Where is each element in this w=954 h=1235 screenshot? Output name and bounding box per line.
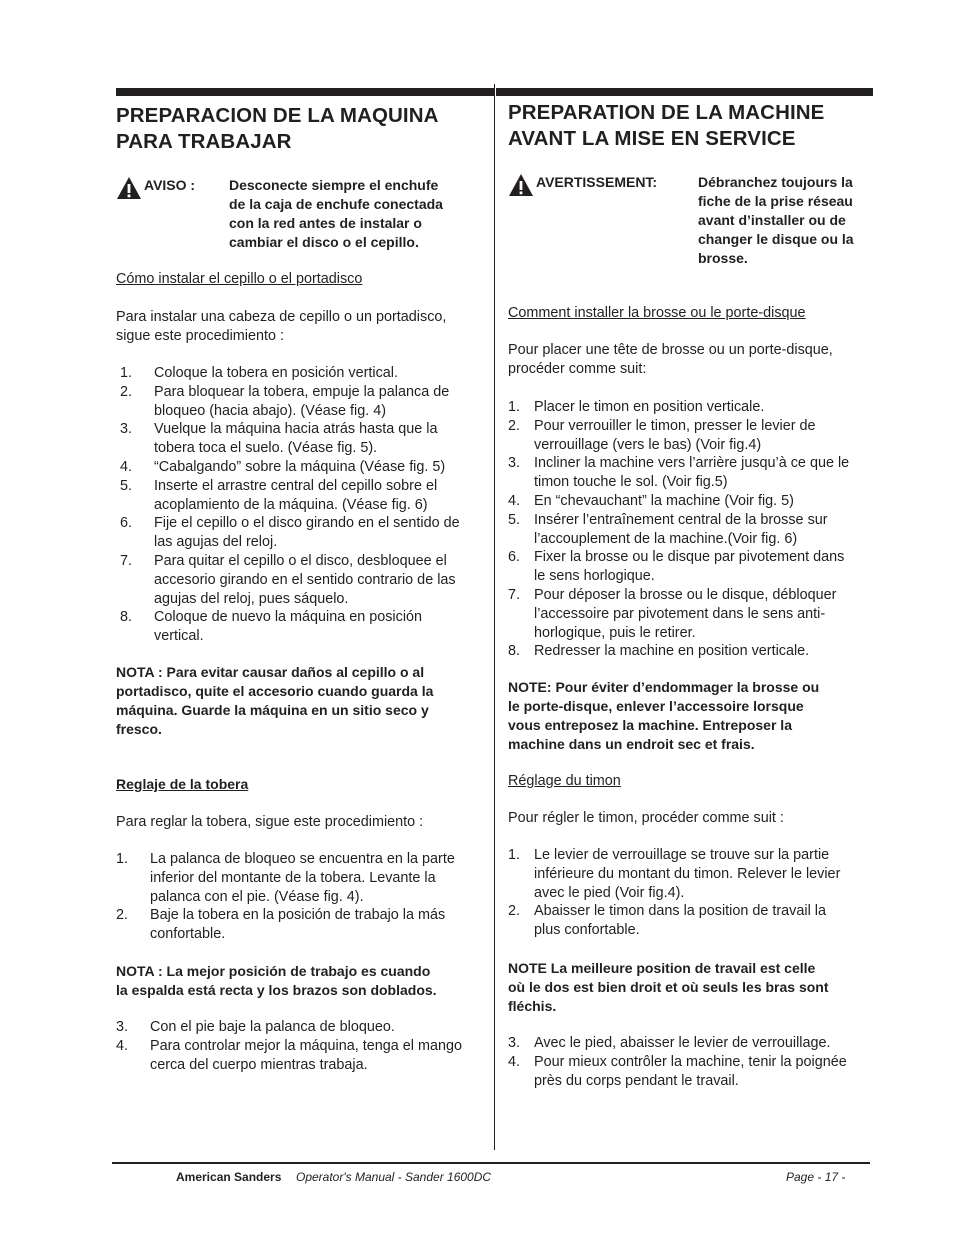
list-item [508, 902, 874, 940]
note-line: le porte-disque, enlever l’accessoire lorsque [508, 698, 804, 714]
list-item [120, 477, 486, 515]
adjust-steps [116, 850, 486, 944]
item-text: accesorio girando en el sentido contrario de las [154, 571, 456, 588]
list-item [120, 458, 486, 477]
item-text: las agujas del reloj. [154, 534, 278, 551]
item-number: 7. [508, 586, 521, 603]
note-line: machine dans un endroit sec et frais. [508, 736, 755, 752]
item-text: Fije el cepillo o el disco girando en el sentido de [154, 515, 460, 532]
intro-line: Pour placer une tête de brosse ou un porte-disque, [508, 342, 833, 358]
top-rule-right [496, 88, 873, 96]
column-divider [494, 84, 495, 1150]
list-item [508, 417, 874, 455]
note-line: NOTA : Para evitar causar daños al cepillo o al [116, 664, 425, 680]
warning-text [698, 173, 878, 268]
intro-line: Para instalar una cabeza de cepillo o un portadisco, [116, 309, 447, 325]
item-text: Placer le timon en position verticale. [534, 399, 765, 415]
item-number: 4. [116, 1037, 129, 1054]
list-item [508, 1053, 874, 1091]
item-text: Abaisser le timon dans la position de travail la [534, 903, 826, 920]
list-item [508, 586, 874, 642]
item-text: timon touche le sol. (Voir fig.5) [534, 474, 728, 491]
item-text: tobera toca el suelo. (Véase fig. 5). [154, 440, 378, 457]
item-text: Baje la tobera en la posición de trabajo la más [150, 907, 446, 924]
item-text: Con el pie baje la palanca de bloqueo. [150, 1019, 395, 1035]
item-number: 2. [120, 383, 133, 400]
final-steps [116, 1018, 486, 1074]
list-item [120, 420, 486, 458]
note-line: portadisco, quite el accesorio cuando guarda la [116, 683, 434, 699]
intro-line: procéder comme suit: [508, 361, 647, 377]
section-title [508, 100, 878, 152]
adjust-heading: Reglaje de la tobera [116, 776, 249, 792]
note-posture [508, 959, 874, 1016]
adjust-heading: Réglage du timon [508, 773, 621, 789]
item-text: Pour mieux contrôler la machine, tenir la poignée [534, 1053, 847, 1070]
item-text: En “chevauchant” la machine (Voir fig. 5) [534, 492, 794, 509]
list-item [508, 492, 874, 511]
warning-line: brosse. [698, 250, 748, 266]
list-item [116, 1037, 486, 1075]
list-item [116, 906, 486, 944]
top-rule-left [116, 88, 494, 96]
item-text: Para controlar mejor la máquina, tenga el mango [150, 1037, 462, 1054]
note-line: NOTA : La mejor posición de trabajo es cuando [116, 963, 431, 979]
item-text: palanca con el pie. (Véase fig. 4). [150, 888, 364, 905]
list-item [508, 642, 874, 661]
item-number: 1. [120, 365, 133, 381]
item-number: 3. [120, 421, 133, 438]
title-line-1: PREPARACION DE LA MAQUINA [116, 104, 439, 127]
note-line: NOTE La meilleure position de travail est celle [508, 960, 816, 976]
footer-page-number: Page - 17 - [786, 1170, 846, 1184]
item-number: 8. [120, 609, 133, 626]
title-line-1: PREPARATION DE LA MACHINE [508, 101, 825, 124]
item-text: Para bloquear la tobera, empuje la palanca de [154, 383, 450, 400]
item-number: 2. [508, 417, 521, 434]
item-number: 3. [116, 1019, 129, 1035]
item-text: Fixer la brosse ou le disque par pivotement dans [534, 549, 845, 566]
item-text: La palanca de bloqueo se encuentra en la parte [150, 851, 455, 867]
note-line: vous entreposez la machine. Entreposer la [508, 717, 792, 733]
item-text: Inserte el arrastre central del cepillo sobre el [154, 477, 438, 494]
item-text: vertical. [154, 628, 204, 645]
note-line: máquina. Guarde la máquina en un sitio seco y [116, 702, 429, 718]
warning-line: avant d’installer ou de [698, 212, 846, 228]
item-number: 1. [508, 399, 521, 415]
install-intro [508, 341, 874, 379]
item-text: près du corps pendant le travail. [534, 1072, 739, 1089]
list-item [120, 552, 486, 608]
adjust-intro: Pour régler le timon, procéder comme suit : [508, 810, 784, 826]
warning-line: Desconecte siempre el enchufe [229, 177, 439, 193]
list-item [116, 850, 486, 906]
item-text: Pour déposer la brosse ou le disque, débloquer [534, 586, 837, 603]
item-text: l’accouplement de la machine.(Voir fig. 6) [534, 530, 798, 547]
item-text: Para quitar el cepillo o el disco, desbloquee el [154, 552, 447, 569]
warning-label: AVISO : [144, 177, 196, 193]
note-storage [508, 678, 874, 754]
item-number: 2. [508, 903, 521, 920]
list-item [508, 511, 874, 549]
adjust-intro: Para reglar la tobera, sigue este procedimiento : [116, 814, 424, 830]
footer-rule [112, 1162, 870, 1164]
item-number: 6. [508, 549, 521, 566]
list-item [508, 398, 874, 417]
item-number: 5. [120, 477, 133, 494]
item-number: 8. [508, 643, 521, 660]
warning-block [508, 173, 874, 273]
warning-line: de la caja de enchufe conectada [229, 196, 443, 212]
item-text: Incliner la machine vers l’arrière jusqu’à ce que le [534, 455, 850, 472]
item-text: Coloque la tobera en posición vertical. [154, 365, 398, 381]
item-number: 4. [508, 492, 521, 509]
note-line: fresco. [116, 721, 162, 737]
item-text: bloqueo (hacia abajo). (Véase fig. 4) [154, 402, 386, 419]
note-posture [116, 962, 486, 1000]
item-text: Redresser la machine en position verticale. [534, 643, 810, 660]
warning-line: con la red antes de instalar o [229, 215, 422, 231]
intro-line: sigue este procedimiento : [116, 328, 284, 344]
item-text: Pour verrouiller le timon, presser le levier de [534, 417, 816, 434]
install-heading: Comment installer la brosse ou le porte-disque [508, 305, 806, 321]
footer-manual-title: Operator's Manual - Sander 1600DC [296, 1170, 492, 1184]
item-text: confortable. [150, 926, 226, 943]
note-line: NOTE: Pour éviter d’endommager la brosse ou [508, 679, 820, 695]
item-text: verrouillage (vers le bas) (Voir fig.4) [534, 436, 762, 453]
footer-brand: American Sanders [176, 1170, 282, 1184]
warning-line: fiche de la prise réseau [698, 193, 853, 209]
section-title [116, 103, 496, 155]
warning-line: Débranchez toujours la [698, 174, 853, 190]
item-text: plus confortable. [534, 922, 640, 939]
item-text: horlogique, puis le retirer. [534, 624, 696, 641]
list-item [120, 364, 486, 383]
item-text: Le levier de verrouillage se trouve sur la partie [534, 847, 830, 863]
item-text: le sens horlogique. [534, 568, 655, 585]
adjust-steps [508, 846, 874, 940]
item-text: acoplamiento de la máquina. (Véase fig. 6) [154, 496, 428, 513]
note-line: où le dos est bien droit et où seuls les bras sont [508, 979, 829, 995]
item-number: 1. [116, 851, 129, 867]
item-number: 3. [508, 455, 521, 472]
list-item [120, 608, 486, 646]
note-storage [116, 663, 486, 739]
warning-icon [508, 173, 534, 197]
list-item [120, 514, 486, 552]
list-item [508, 846, 874, 902]
item-text: avec le pied (Voir fig.4). [534, 884, 685, 901]
list-item [508, 1034, 874, 1053]
warning-icon [116, 176, 142, 200]
warning-line: cambiar el disco o el cepillo. [229, 234, 419, 250]
note-line: la espalda está recta y los brazos son doblados. [116, 982, 437, 998]
install-steps [120, 364, 486, 646]
install-steps [508, 398, 874, 661]
install-heading: Cómo instalar el cepillo o el portadisco [116, 271, 363, 287]
note-line: fléchis. [508, 998, 557, 1014]
item-text: Avec le pied, abaisser le levier de verrouillage. [534, 1035, 831, 1051]
item-text: l’accessoire par pivotement dans le sens anti- [534, 605, 826, 622]
item-text: Insérer l’entraînement central de la brosse sur [534, 511, 828, 528]
item-number: 7. [120, 552, 133, 569]
item-text: inferior del montante de la tobera. Levante la [150, 869, 436, 886]
warning-block [116, 176, 482, 256]
item-text: Vuelque la máquina hacia atrás hasta que la [154, 421, 438, 438]
list-item [508, 454, 874, 492]
warning-text [229, 176, 489, 252]
list-item [508, 548, 874, 586]
item-number: 6. [120, 515, 133, 532]
title-line-2: AVANT LA MISE EN SERVICE [508, 127, 796, 150]
warning-label: AVERTISSEMENT: [536, 174, 658, 190]
item-text: “Cabalgando” sobre la máquina (Véase fig. 5) [154, 458, 446, 475]
item-number: 4. [120, 458, 133, 475]
item-text: inférieure du montant du timon. Relever le levier [534, 865, 841, 882]
item-text: agujas del reloj, pues sáquelo. [154, 590, 349, 607]
item-number: 4. [508, 1053, 521, 1070]
install-intro [116, 308, 486, 346]
item-number: 2. [116, 907, 129, 924]
warning-line: changer le disque ou la [698, 231, 854, 247]
final-steps [508, 1034, 874, 1090]
item-number: 3. [508, 1035, 521, 1051]
title-line-2: PARA TRABAJAR [116, 130, 292, 153]
item-text: cerca del cuerpo mientras trabaja. [150, 1056, 368, 1073]
item-number: 5. [508, 511, 521, 528]
list-item [116, 1018, 486, 1037]
list-item [120, 383, 486, 421]
item-number: 1. [508, 847, 521, 863]
item-text: Coloque de nuevo la máquina en posición [154, 609, 423, 626]
